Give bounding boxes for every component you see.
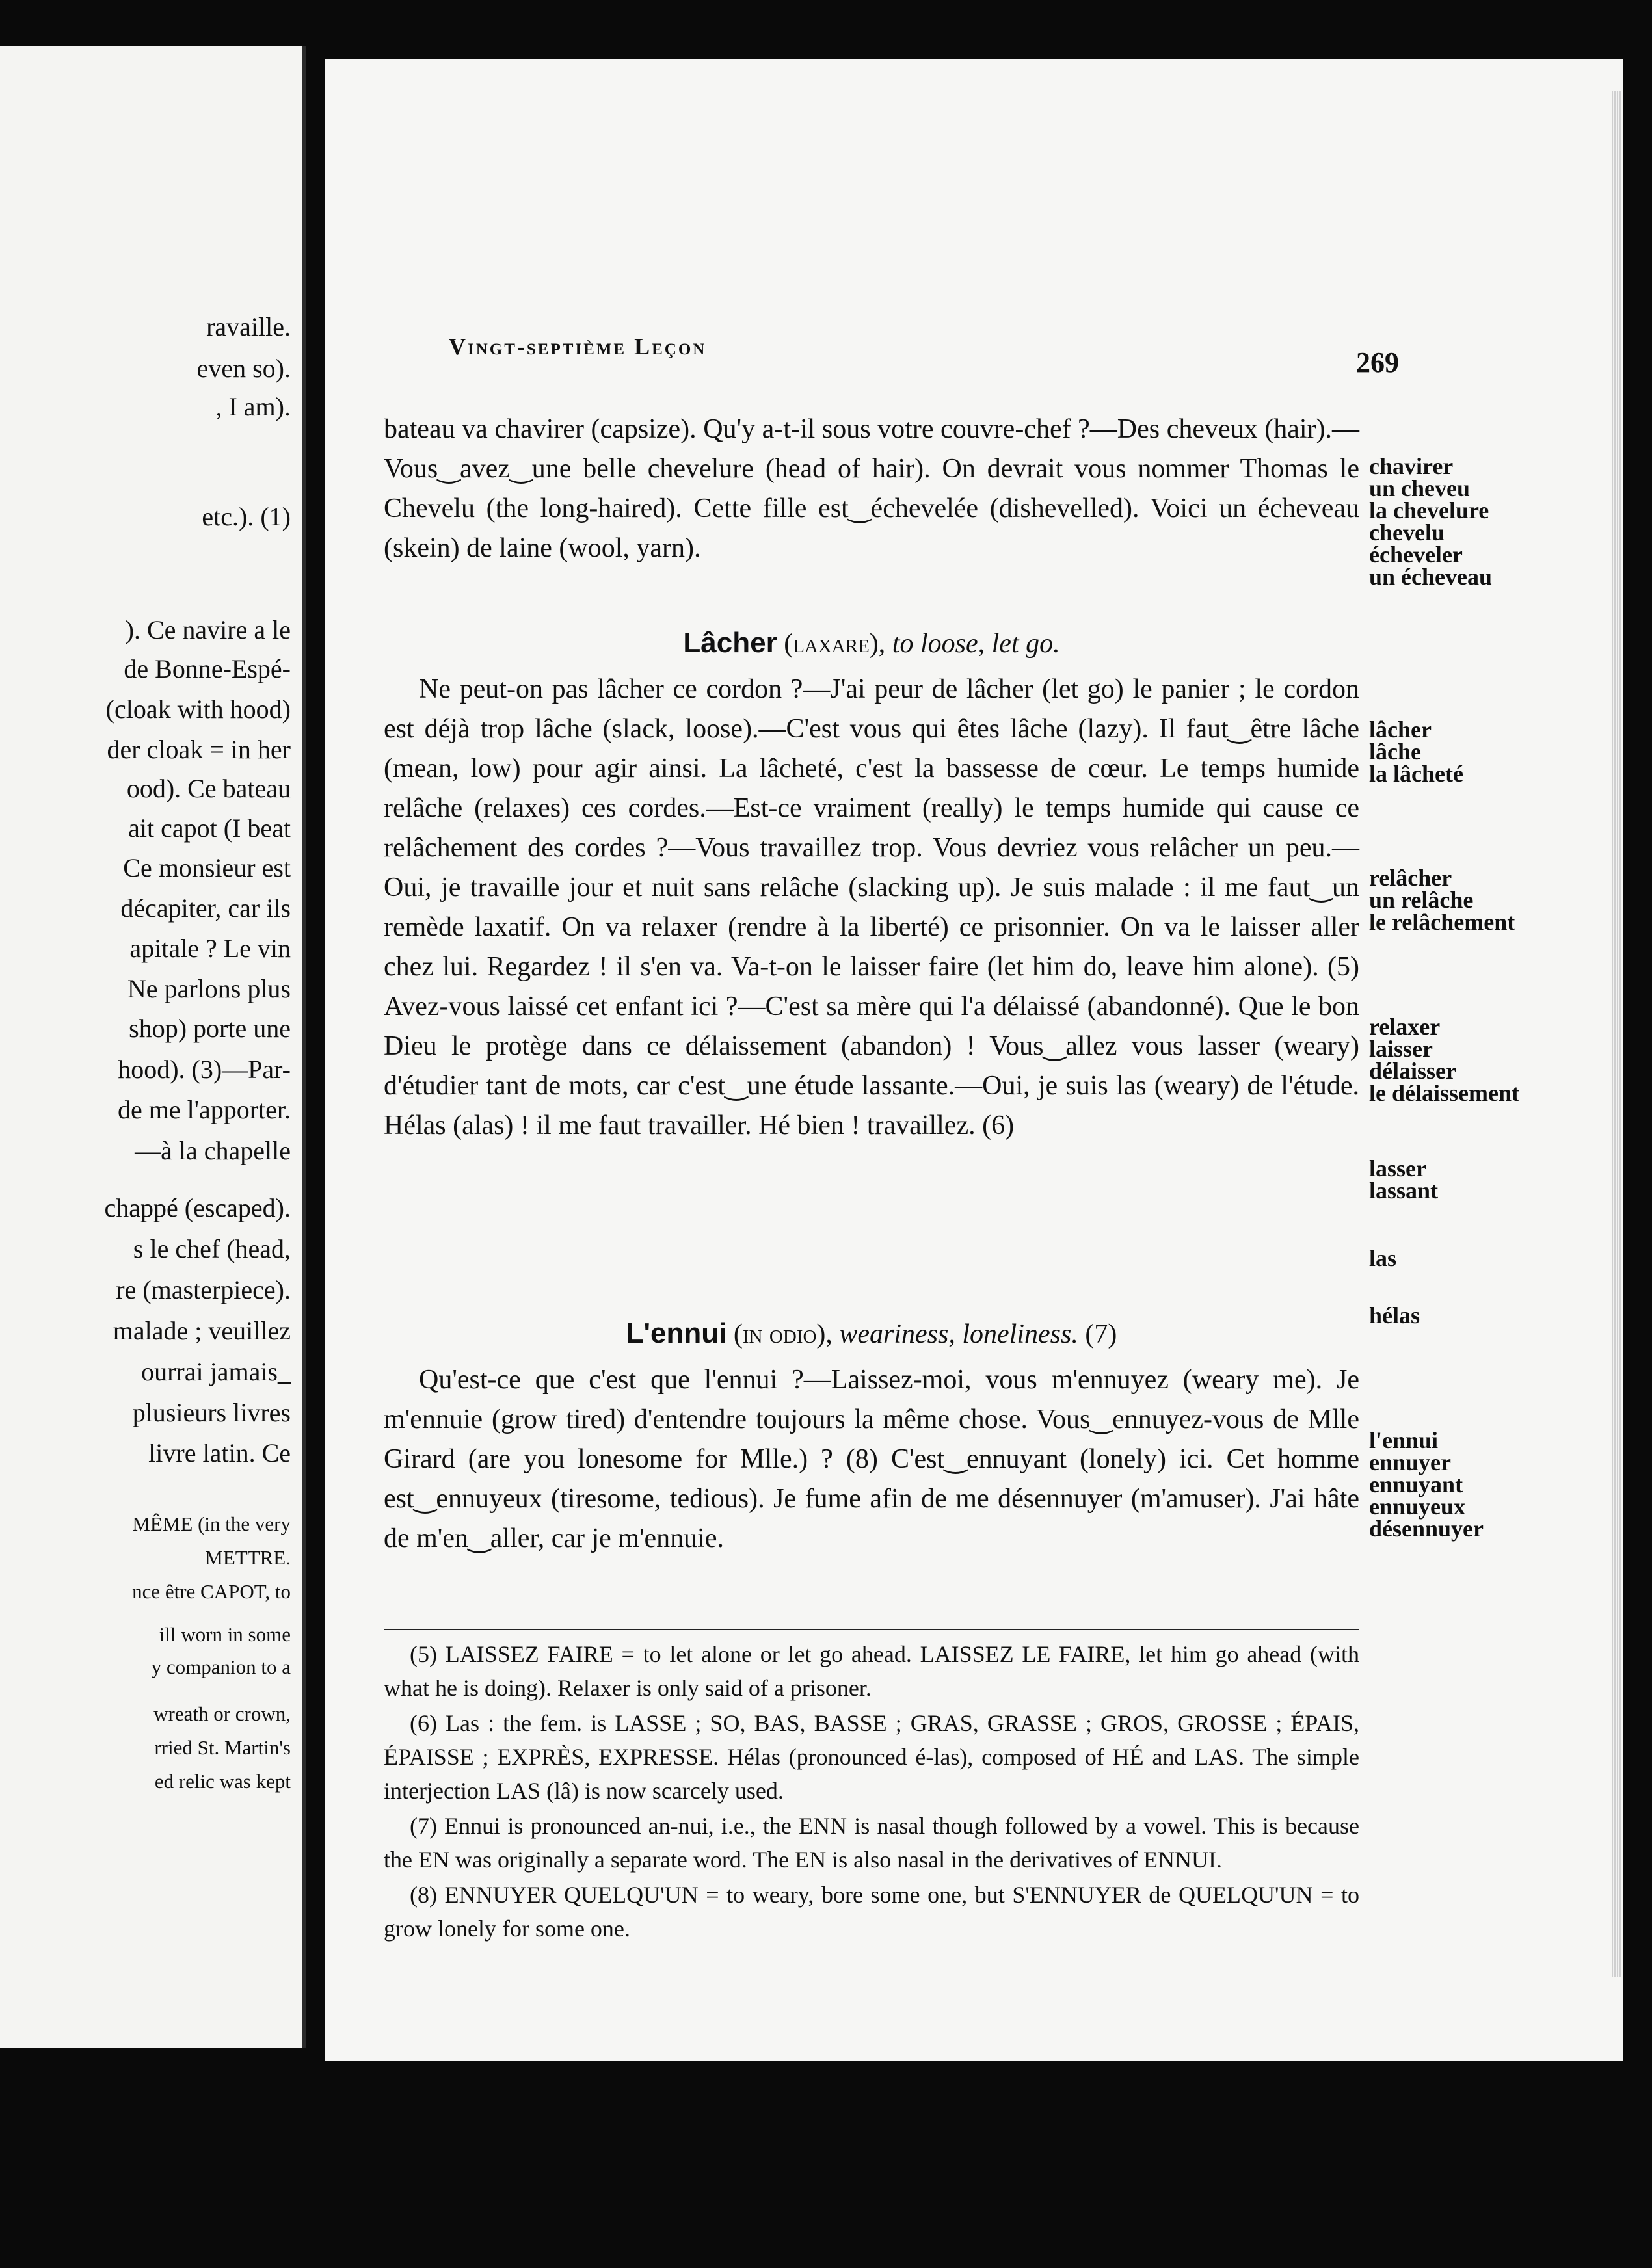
previous-page-line: de Bonne-Espé- xyxy=(124,654,291,683)
running-header: Vingt-septième Leçon xyxy=(449,334,707,360)
previous-page-line: Ce monsieur est xyxy=(123,853,291,882)
previous-page-line: re (masterpiece). xyxy=(116,1275,291,1304)
previous-page-footnote-line: wreath or crown, xyxy=(153,1702,291,1725)
previous-page-line: der cloak = in her xyxy=(107,735,291,764)
previous-page-line: (cloak with hood) xyxy=(105,694,291,724)
heading-word: Lâcher xyxy=(683,627,777,659)
margin-vocab-word: délaisser xyxy=(1369,1058,1456,1084)
previous-page-footnote-line: MÊME (in the very xyxy=(132,1512,291,1535)
margin-vocab-word: lasser xyxy=(1369,1155,1426,1181)
margin-vocab-word: lâche xyxy=(1369,739,1421,765)
previous-page-line: s le chef (head, xyxy=(133,1234,291,1263)
previous-page-footnote-line: METTRE. xyxy=(205,1546,291,1569)
margin-vocab-word: relâcher xyxy=(1369,865,1452,891)
margin-vocab-word: hélas xyxy=(1369,1302,1420,1328)
margin-vocab-group-8 xyxy=(1369,1429,1584,1540)
margin-vocab-word: chevelu xyxy=(1369,520,1445,546)
previous-page-line: apitale ? Le vin xyxy=(129,934,291,963)
previous-page-line: plusieurs livres xyxy=(132,1398,291,1427)
heading-note-ref: (7) xyxy=(1085,1319,1117,1349)
margin-vocab-group-2 xyxy=(1369,719,1584,785)
heading-gloss: weariness, loneliness. xyxy=(839,1319,1078,1349)
margin-vocab-word: la lâcheté xyxy=(1369,761,1463,787)
page-number: 269 xyxy=(1356,347,1399,378)
margin-vocab-word: laisser xyxy=(1369,1036,1433,1062)
margin-vocab-group-4 xyxy=(1369,1016,1584,1104)
margin-vocab-group-5 xyxy=(1369,1157,1584,1202)
margin-vocab-group-3 xyxy=(1369,867,1584,933)
paragraph-text: Ne peut-on pas lâcher ce cordon ?—J'ai peur de lâcher (let go) le panier ; le cordon est déjà trop lâche (slack, loose).—C'est vous qui êtes lâche (lazy). Il faut‿être lâche (mean, low) pour agir ainsi. La lâcheté, c'est la bassesse de cœur. Le temps humide relâche (relaxes) ces cordes.—Est-ce vraiment (really) le temps humide qui cause ce relâchement des cordes ?—Vous travaillez trop. Vous devriez vous relâcher un peu.—Oui, je travaille jour et nuit sans relâche (slacking up). Je suis malade : il me faut‿un remède laxatif. On va relaxer (rendre à la liberté) ce prisonnier. On va le laisser aller chez lui. Regardez ! il s'en va. Va-t-on le laisser faire (let him do, leave him alone). (5) Avez-vous laissé cet enfant ici ?—C'est sa mère qui l'a délaissé (abandonné). Que le bon Dieu le protège dans ce délaissement (abandon) ! Vous‿allez vous lasser (weary) d'étudier tant de mots, car c'est‿une étude lassante.—Oui, je suis las (weary) de l'étude. Hélas (alas) ! il me faut travailler. Hé bien ! travaillez. (6) xyxy=(384,674,1359,1141)
previous-page-line: , I am). xyxy=(215,392,291,421)
previous-page xyxy=(0,46,306,2048)
margin-vocab-word: un cheveu xyxy=(1369,475,1471,501)
margin-vocab-word: lâcher xyxy=(1369,717,1432,743)
footnote-rule xyxy=(384,1629,1359,1630)
margin-vocab-word: un relâche xyxy=(1369,887,1474,913)
paragraph-text: bateau va chavirer (capsize). Qu'y a-t-il sous votre couvre-chef ?—Des cheveux (hair).—Vous‿avez‿une belle chevelure (head of hair). On devrait vous nommer Thomas le Chevelu (the long-haired). Cette fille est‿échevelée (dishevelled). Voici un écheveau (skein) de laine (wool, yarn). xyxy=(384,414,1359,563)
previous-page-footnote-line: nce être CAPOT, to xyxy=(132,1580,291,1603)
margin-vocab-group-6 xyxy=(1369,1247,1584,1269)
margin-vocab-word: chavirer xyxy=(1369,453,1454,479)
previous-page-line: etc.). (1) xyxy=(202,502,291,531)
previous-page-line: ood). Ce bateau xyxy=(126,774,291,803)
previous-page-line: ravaille. xyxy=(206,312,291,341)
paragraph-chevelure xyxy=(384,410,1359,568)
footnote-5: (5) LAISSEZ FAIRE = to let alone or let go ahead. LAISSEZ LE FAIRE, let him go ahead (with what he is doing). Relaxer is only said of a prisoner. xyxy=(384,1641,1359,1701)
margin-vocab-word: écheveler xyxy=(1369,542,1463,568)
section-heading-lacher xyxy=(384,623,1359,664)
previous-page-footnote-line: rried St. Martin's xyxy=(154,1736,291,1759)
previous-page-line: de me l'apporter. xyxy=(118,1095,291,1124)
footnote-6: (6) Las : the fem. is LASSE ; SO, BAS, BASSE ; GRAS, GRASSE ; GROS, GROSSE ; ÉPAIS, ÉPAISSE ; EXPRÈS, EXPRESSE. Hélas (pronounced é-las), composed of HÉ and LAS. The simple interjection LAS (lâ) is now scarcely used. xyxy=(384,1710,1359,1804)
previous-page-line: ourrai jamais_ xyxy=(141,1357,291,1386)
margin-vocab-word: désennuyer xyxy=(1369,1516,1484,1542)
paragraph-lacher xyxy=(384,670,1359,1146)
previous-page-footnote-line: ill worn in some xyxy=(159,1623,291,1646)
previous-page-line: shop) porte une xyxy=(129,1014,291,1043)
margin-vocab-group-7 xyxy=(1369,1304,1584,1326)
previous-page-line: —à la chapelle xyxy=(135,1136,291,1165)
previous-page-line: malade ; veuillez xyxy=(113,1316,291,1345)
previous-page-line: livre latin. Ce xyxy=(148,1438,291,1468)
margin-vocab-word: la chevelure xyxy=(1369,497,1489,523)
margin-vocab-word: las xyxy=(1369,1245,1397,1271)
margin-vocab-word: ennuyer xyxy=(1369,1449,1451,1475)
previous-page-line: Ne parlons plus xyxy=(127,974,291,1003)
paragraph-text: Qu'est-ce que c'est que l'ennui ?—Laissez-moi, vous m'ennuyez (weary me). Je m'ennuie (grow tired) d'entendre toujours la même chose. Vous‿ennuyez-vous de Mlle Girard (are you lonesome for Mlle.) ? (8) C'est‿ennuyant (lonely) ici. Cet homme est‿ennuyeux (tiresome, tedious). Je fume afin de me désennuyer (m'amuser). J'ai hâte de m'en‿aller, car je m'ennuie. xyxy=(384,1365,1359,1553)
previous-page-line: décapiter, car ils xyxy=(120,893,291,923)
margin-vocab-word: l'ennui xyxy=(1369,1427,1439,1453)
paragraph-ennui xyxy=(384,1360,1359,1559)
margin-vocab-word: un écheveau xyxy=(1369,564,1492,590)
previous-page-line: ait capot (I beat xyxy=(128,813,291,843)
previous-page-line: even so). xyxy=(196,354,291,383)
heading-word: L'ennui xyxy=(626,1317,727,1349)
heading-etymology: (in odio), xyxy=(733,1319,833,1349)
previous-page-footnote-line: y companion to a xyxy=(151,1655,291,1678)
heading-gloss: to loose, let go. xyxy=(892,629,1060,659)
margin-vocab-word: lassant xyxy=(1369,1178,1439,1204)
heading-etymology: (laxare), xyxy=(784,629,886,659)
margin-vocab-word: relaxer xyxy=(1369,1014,1441,1040)
previous-page-line: ). Ce navire a le xyxy=(125,615,291,644)
section-heading-ennui xyxy=(384,1313,1359,1354)
previous-page-footnote-line: ed relic was kept xyxy=(154,1770,291,1793)
footnotes xyxy=(384,1637,1359,1947)
footnote-8: (8) ENNUYER QUELQU'UN = to weary, bore some one, but S'ENNUYER de QUELQU'UN = to grow lonely for some one. xyxy=(384,1882,1359,1942)
margin-vocab-word: ennuyeux xyxy=(1369,1494,1466,1520)
footnote-7: (7) Ennui is pronounced an-nui, i.e., the ENN is nasal though followed by a vowel. This is because the EN was originally a separate word. The EN is also nasal in the derivatives of ENNUI. xyxy=(384,1813,1359,1873)
previous-page-line: hood). (3)—Par- xyxy=(118,1055,291,1084)
margin-vocab-word: ennuyant xyxy=(1369,1471,1463,1497)
margin-vocab-word: le relâchement xyxy=(1369,909,1515,935)
margin-vocab-group-1 xyxy=(1369,455,1584,588)
page-edge xyxy=(1612,91,1621,1977)
margin-vocab-word: le délaissement xyxy=(1369,1080,1519,1106)
previous-page-line: chappé (escaped). xyxy=(104,1193,291,1222)
